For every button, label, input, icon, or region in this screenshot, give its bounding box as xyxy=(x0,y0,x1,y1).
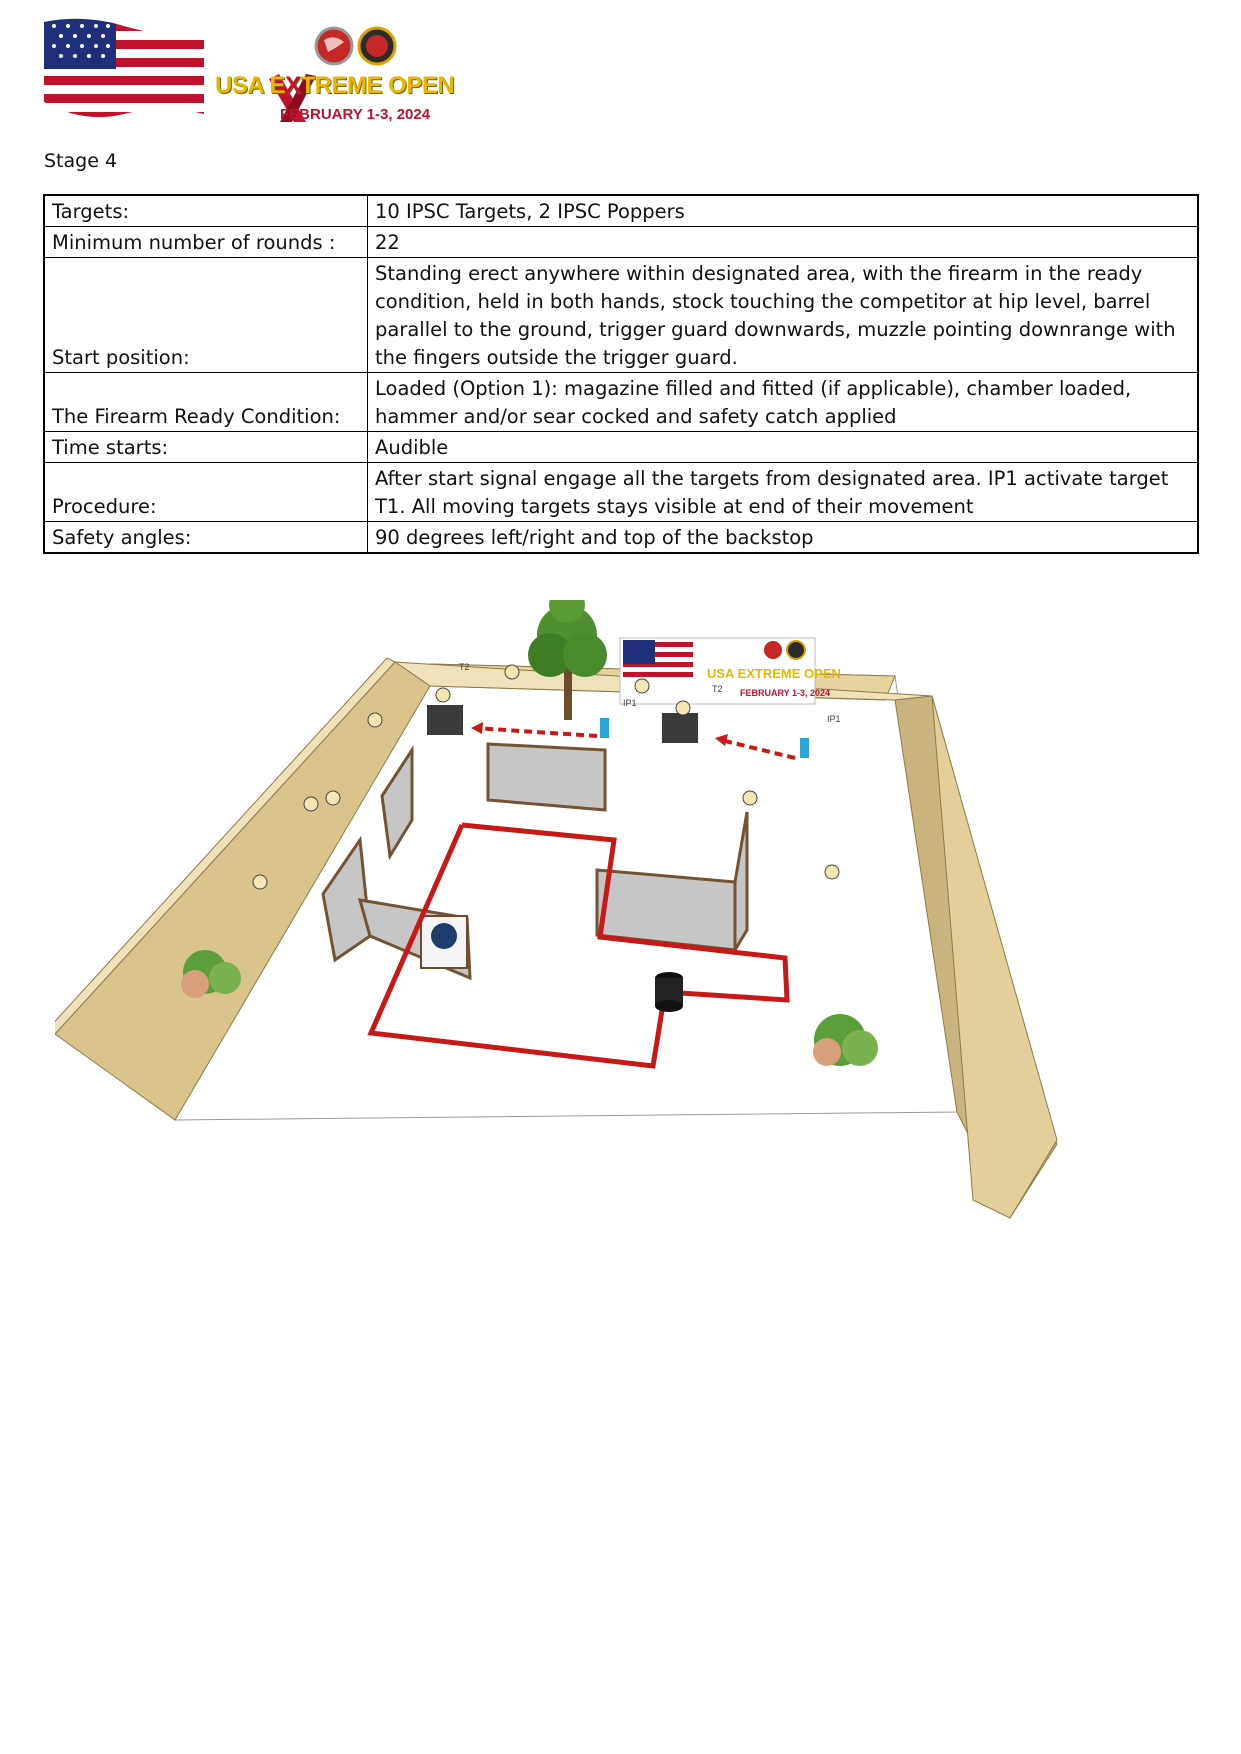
row-value: Standing erect anywhere within designated area, with the firearm in the ready condition, held in both hands, stock touching the competitor at hip level, barrel parallel to the ground, trigger guard downwards, muzzle pointing downrange with the fingers outside the trigger guard. xyxy=(368,258,1199,373)
moving-target-right xyxy=(662,713,698,743)
ipsc-target xyxy=(436,688,450,702)
row-label: Minimum number of rounds : xyxy=(44,227,368,258)
activator-ip1-left xyxy=(600,718,609,738)
label-t2-left: T2 xyxy=(459,662,470,672)
ipsc-target xyxy=(304,797,318,811)
row-label: Targets: xyxy=(44,195,368,227)
row-value: 90 degrees left/right and top of the backstop xyxy=(368,522,1199,554)
row-label: Time starts: xyxy=(44,432,368,463)
row-value: Audible xyxy=(368,432,1199,463)
row-value: After start signal engage all the targets from designated area. IP1 activate target T1. All moving targets stays visible at end of their movement xyxy=(368,463,1199,522)
ipsc-target xyxy=(743,791,757,805)
table-row xyxy=(44,522,1198,554)
table-row xyxy=(44,227,1198,258)
logo-event-title: USA EXTREME OPEN xyxy=(215,72,455,99)
stage-diagram xyxy=(55,600,1135,1250)
moving-target-left xyxy=(427,705,463,735)
row-label: Start position: xyxy=(44,258,368,373)
table-row xyxy=(44,195,1198,227)
row-label: Procedure: xyxy=(44,463,368,522)
tire-stack-icon xyxy=(655,972,683,1012)
row-label: The Firearm Ready Condition: xyxy=(44,373,368,432)
banner-title: USA EXTREME OPEN xyxy=(707,666,841,681)
stage-info-table xyxy=(43,194,1199,554)
ipsc-target xyxy=(253,875,267,889)
table-row xyxy=(44,432,1198,463)
ipsc-target xyxy=(676,701,690,715)
row-value: Loaded (Option 1): magazine filled and fitted (if applicable), chamber loaded, hammer and/or sear cocked and safety catch applied xyxy=(368,373,1199,432)
banner-dates: FEBRUARY 1-3, 2024 xyxy=(740,688,831,698)
ipsc-target xyxy=(326,791,340,805)
logo-event-dates: FEBRUARY 1-3, 2024 xyxy=(280,106,431,123)
table-row xyxy=(44,463,1198,522)
stage-title: Stage 4 xyxy=(44,150,118,172)
ipsc-target xyxy=(825,865,839,879)
ipsc-target xyxy=(635,679,649,693)
panel-center-back xyxy=(488,744,605,810)
ipsc-target xyxy=(505,665,519,679)
table-row xyxy=(44,373,1198,432)
row-label: Safety angles: xyxy=(44,522,368,554)
ipsc-target xyxy=(368,713,382,727)
label-ip1-right: IP1 xyxy=(827,714,841,724)
row-value: 22 xyxy=(368,227,1199,258)
table-row xyxy=(44,258,1198,373)
row-value: 10 IPSC Targets, 2 IPSC Poppers xyxy=(368,195,1199,227)
activator-ip1-right xyxy=(800,738,809,758)
event-banner xyxy=(620,638,841,704)
label-t2-right: T2 xyxy=(712,684,723,694)
label-ip1-left: IP1 xyxy=(623,698,637,708)
